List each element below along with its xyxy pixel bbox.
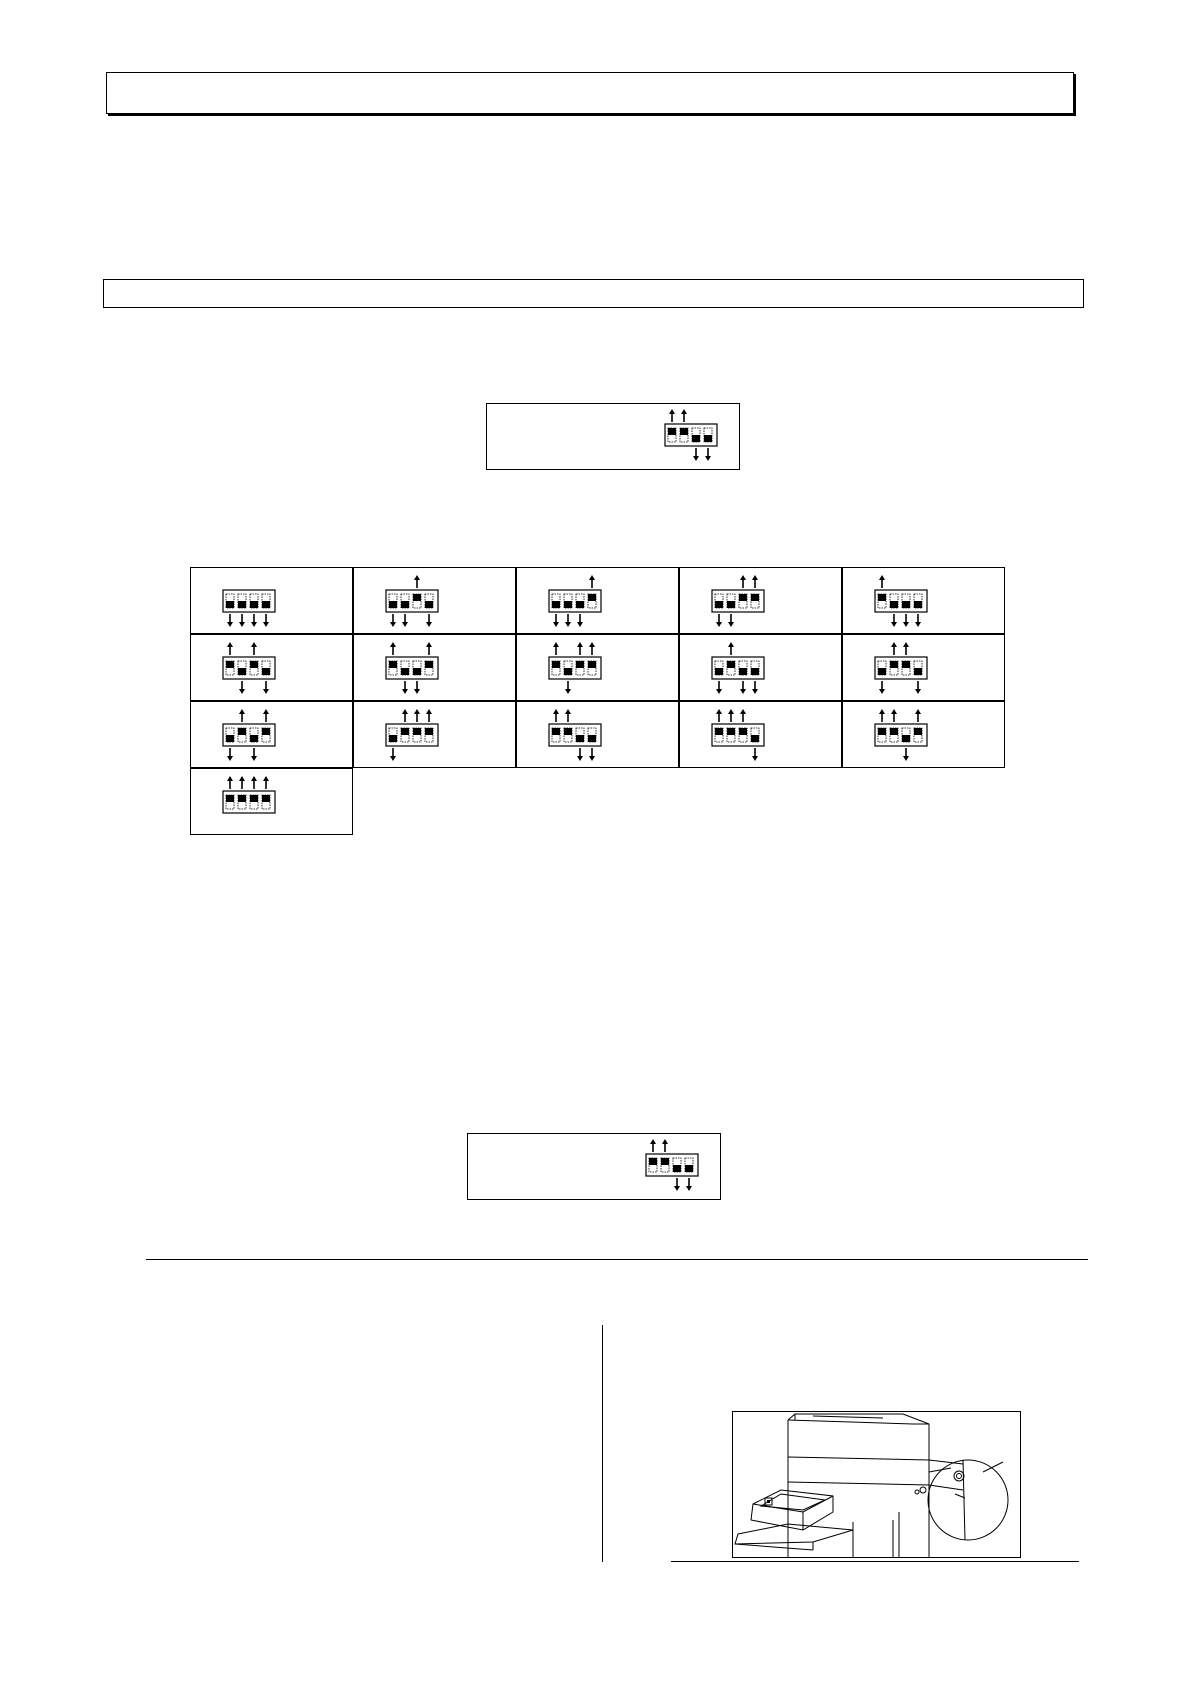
arrow-up-icon bbox=[414, 709, 420, 722]
switch-knob-up bbox=[914, 728, 922, 735]
dip-switch-table-cell bbox=[516, 701, 679, 768]
arrow-down-icon bbox=[402, 681, 408, 694]
switch-knob-down bbox=[902, 601, 910, 608]
switch-knob-down bbox=[715, 601, 723, 608]
switch-knob-down bbox=[238, 601, 246, 608]
switch-knob-up bbox=[715, 728, 723, 735]
switch-knob-up bbox=[413, 728, 421, 735]
arrow-up-icon bbox=[263, 709, 269, 722]
arrow-up-icon bbox=[227, 776, 233, 789]
dip-switch bbox=[223, 776, 275, 813]
arrow-down-icon bbox=[716, 614, 722, 627]
arrow-up-icon bbox=[227, 642, 233, 655]
switch-knob-up bbox=[250, 795, 258, 802]
arrow-down-icon bbox=[686, 1178, 692, 1191]
switch-knob-up bbox=[262, 728, 270, 735]
arrow-down-icon bbox=[879, 681, 885, 694]
arrow-down-icon bbox=[903, 748, 909, 761]
dip-switch-icon bbox=[517, 702, 680, 769]
dip-switch bbox=[875, 709, 927, 761]
switch-knob-up bbox=[588, 661, 596, 668]
arrow-down-icon bbox=[674, 1178, 680, 1191]
switch-knob-up bbox=[564, 728, 572, 735]
arrow-down-icon bbox=[239, 614, 245, 627]
dip-switch-table-cell bbox=[842, 701, 1005, 768]
arrow-down-icon bbox=[390, 748, 396, 761]
arrow-up-icon bbox=[728, 709, 734, 722]
dip-switch-table-cell bbox=[190, 567, 353, 634]
arrow-up-icon bbox=[589, 642, 595, 655]
switch-knob-up bbox=[262, 795, 270, 802]
arrow-up-icon bbox=[577, 642, 583, 655]
dip-switch bbox=[386, 709, 438, 761]
arrow-up-icon bbox=[650, 1139, 656, 1152]
switch-knob-up bbox=[588, 594, 596, 601]
switch-knob-down bbox=[564, 601, 572, 608]
arrow-up-icon bbox=[662, 1139, 668, 1152]
switch-knob-down bbox=[250, 601, 258, 608]
title-box bbox=[106, 72, 1074, 114]
arrow-down-icon bbox=[251, 748, 257, 761]
switch-knob-down bbox=[588, 735, 596, 742]
dip-switch bbox=[223, 709, 275, 761]
dip-switch-icon bbox=[354, 568, 517, 635]
arrow-down-icon bbox=[402, 614, 408, 627]
switch-knob-up bbox=[668, 428, 676, 435]
dip-switch-sample-top bbox=[486, 403, 740, 470]
dip-switch-table-cell bbox=[842, 634, 1005, 701]
switch-knob-up bbox=[902, 661, 910, 668]
switch-knob-down bbox=[878, 668, 886, 675]
dip-switch-icon bbox=[680, 702, 843, 769]
dip-switch-icon bbox=[354, 635, 517, 702]
arrow-up-icon bbox=[891, 709, 897, 722]
switch-knob-down bbox=[751, 735, 759, 742]
switch-knob-down bbox=[226, 735, 234, 742]
arrow-down-icon bbox=[915, 681, 921, 694]
switch-knob-down bbox=[914, 668, 922, 675]
dip-switch-table-cell bbox=[516, 567, 679, 634]
arrow-down-icon bbox=[589, 748, 595, 761]
dip-switch bbox=[875, 642, 927, 694]
switch-knob-up bbox=[425, 728, 433, 735]
arrow-down-icon bbox=[263, 614, 269, 627]
switch-knob-up bbox=[739, 728, 747, 735]
arrow-down-icon bbox=[390, 614, 396, 627]
switch-knob-up bbox=[661, 1158, 669, 1165]
dip-switch-icon bbox=[843, 635, 1006, 702]
switch-knob-up bbox=[680, 428, 688, 435]
arrow-up-icon bbox=[263, 776, 269, 789]
switch-knob-up bbox=[401, 728, 409, 735]
dip-switch bbox=[712, 575, 764, 627]
switch-knob-down bbox=[250, 735, 258, 742]
arrow-down-icon bbox=[915, 614, 921, 627]
dip-switch-icon bbox=[191, 635, 354, 702]
arrow-down-icon bbox=[705, 448, 711, 461]
arrow-up-icon bbox=[879, 709, 885, 722]
arrow-down-icon bbox=[553, 614, 559, 627]
switch-knob-up bbox=[238, 795, 246, 802]
arrow-down-icon bbox=[227, 748, 233, 761]
arrow-down-icon bbox=[716, 681, 722, 694]
arrow-down-icon bbox=[740, 681, 746, 694]
dip-switch-table-cell bbox=[190, 768, 353, 835]
arrow-up-icon bbox=[565, 709, 571, 722]
dip-switch-icon bbox=[517, 635, 680, 702]
switch-knob-down bbox=[914, 601, 922, 608]
dip-switch-icon bbox=[468, 1134, 720, 1199]
arrow-up-icon bbox=[681, 409, 687, 422]
dip-switch bbox=[665, 409, 717, 461]
arrow-up-icon bbox=[426, 642, 432, 655]
switch-knob-up bbox=[413, 594, 421, 601]
dip-switch bbox=[712, 642, 764, 694]
arrow-down-icon bbox=[239, 681, 245, 694]
switch-knob-down bbox=[401, 601, 409, 608]
column-divider bbox=[602, 1325, 603, 1562]
switch-knob-down bbox=[751, 668, 759, 675]
dip-switch-sample-bottom bbox=[467, 1133, 721, 1200]
dip-switch-table-cell bbox=[679, 701, 842, 768]
arrow-up-icon bbox=[239, 776, 245, 789]
dip-switch-table-cell bbox=[679, 567, 842, 634]
dip-switch-table-cell bbox=[353, 634, 516, 701]
switch-knob-down bbox=[564, 668, 572, 675]
switch-knob-up bbox=[649, 1158, 657, 1165]
arrow-up-icon bbox=[414, 575, 420, 588]
switch-knob-up bbox=[890, 728, 898, 735]
arrow-up-icon bbox=[891, 642, 897, 655]
dip-switch-icon bbox=[191, 568, 354, 635]
arrow-down-icon bbox=[251, 614, 257, 627]
switch-knob-down bbox=[262, 601, 270, 608]
switch-knob-up bbox=[890, 661, 898, 668]
dip-switch-icon bbox=[843, 702, 1006, 769]
dip-switch-icon bbox=[487, 404, 739, 469]
arrow-up-icon bbox=[251, 776, 257, 789]
figure-baseline bbox=[671, 1561, 1079, 1562]
switch-knob-down bbox=[552, 601, 560, 608]
switch-knob-down bbox=[673, 1165, 681, 1172]
dip-switch bbox=[646, 1139, 698, 1191]
arrow-up-icon bbox=[740, 575, 746, 588]
arrow-up-icon bbox=[915, 709, 921, 722]
switch-knob-up bbox=[238, 728, 246, 735]
dip-switch bbox=[712, 709, 764, 761]
arrow-up-icon bbox=[669, 409, 675, 422]
arrow-down-icon bbox=[728, 614, 734, 627]
switch-knob-up bbox=[727, 728, 735, 735]
arrow-up-icon bbox=[879, 575, 885, 588]
arrow-up-icon bbox=[553, 709, 559, 722]
dip-switch bbox=[386, 575, 438, 627]
arrow-up-icon bbox=[589, 575, 595, 588]
switch-knob-down bbox=[739, 668, 747, 675]
arrow-up-icon bbox=[426, 709, 432, 722]
switch-knob-down bbox=[226, 601, 234, 608]
arrow-down-icon bbox=[752, 748, 758, 761]
switch-knob-down bbox=[890, 601, 898, 608]
dip-switch-table-cell bbox=[190, 701, 353, 768]
section-heading-box bbox=[103, 279, 1084, 308]
switch-knob-down bbox=[238, 668, 246, 675]
arrow-down-icon bbox=[891, 614, 897, 627]
switch-knob-down bbox=[692, 435, 700, 442]
switch-knob-up bbox=[751, 594, 759, 601]
section-divider bbox=[146, 1259, 1088, 1260]
switch-knob-up bbox=[389, 661, 397, 668]
dip-switch-icon bbox=[191, 702, 354, 769]
dip-switch bbox=[549, 575, 601, 627]
switch-knob-down bbox=[576, 601, 584, 608]
dip-switch-table-cell bbox=[190, 634, 353, 701]
switch-knob-down bbox=[576, 735, 584, 742]
switch-knob-up bbox=[878, 728, 886, 735]
dip-switch-table-cell bbox=[353, 701, 516, 768]
arrow-up-icon bbox=[553, 642, 559, 655]
arrow-down-icon bbox=[414, 681, 420, 694]
arrow-down-icon bbox=[903, 614, 909, 627]
arrow-down-icon bbox=[577, 614, 583, 627]
switch-knob-up bbox=[226, 795, 234, 802]
arrow-down-icon bbox=[426, 614, 432, 627]
dip-switch-icon bbox=[680, 635, 843, 702]
dip-switch-table-cell bbox=[353, 567, 516, 634]
printer-figure bbox=[732, 1411, 1021, 1558]
dip-switch bbox=[223, 590, 275, 627]
dip-switch bbox=[223, 642, 275, 694]
switch-knob-down bbox=[389, 601, 397, 608]
arrow-up-icon bbox=[728, 642, 734, 655]
arrow-up-icon bbox=[402, 709, 408, 722]
switch-knob-up bbox=[425, 661, 433, 668]
dip-switch-icon bbox=[191, 769, 354, 836]
dip-switch-icon bbox=[680, 568, 843, 635]
dip-switch bbox=[386, 642, 438, 694]
dip-switch-table-cell bbox=[842, 567, 1005, 634]
arrow-down-icon bbox=[577, 748, 583, 761]
switch-knob-down bbox=[389, 735, 397, 742]
switch-knob-down bbox=[413, 668, 421, 675]
switch-knob-down bbox=[715, 668, 723, 675]
arrow-down-icon bbox=[693, 448, 699, 461]
dip-switch bbox=[875, 575, 927, 627]
switch-knob-down bbox=[727, 601, 735, 608]
switch-knob-up bbox=[739, 594, 747, 601]
arrow-up-icon bbox=[251, 642, 257, 655]
arrow-down-icon bbox=[227, 614, 233, 627]
arrow-up-icon bbox=[390, 642, 396, 655]
arrow-up-icon bbox=[903, 642, 909, 655]
switch-knob-up bbox=[552, 661, 560, 668]
arrow-down-icon bbox=[565, 681, 571, 694]
dip-switch-table-cell bbox=[516, 634, 679, 701]
arrow-down-icon bbox=[263, 681, 269, 694]
arrow-up-icon bbox=[239, 709, 245, 722]
arrow-down-icon bbox=[752, 681, 758, 694]
switch-knob-up bbox=[250, 661, 258, 668]
dip-switch-icon bbox=[843, 568, 1006, 635]
arrow-up-icon bbox=[752, 575, 758, 588]
arrow-down-icon bbox=[565, 614, 571, 627]
switch-knob-down bbox=[685, 1165, 693, 1172]
switch-knob-down bbox=[401, 668, 409, 675]
switch-knob-up bbox=[878, 594, 886, 601]
arrow-up-icon bbox=[716, 709, 722, 722]
dip-switch-icon bbox=[354, 702, 517, 769]
printer-paper-tray-icon bbox=[733, 1412, 1020, 1557]
switch-knob-down bbox=[262, 668, 270, 675]
dip-switch bbox=[549, 642, 601, 694]
switch-knob-up bbox=[727, 661, 735, 668]
switch-knob-down bbox=[902, 735, 910, 742]
switch-knob-up bbox=[552, 728, 560, 735]
switch-knob-up bbox=[226, 661, 234, 668]
dip-switch bbox=[549, 709, 601, 761]
arrow-up-icon bbox=[740, 709, 746, 722]
switch-knob-down bbox=[425, 601, 433, 608]
dip-switch-table-cell bbox=[679, 634, 842, 701]
switch-knob-up bbox=[576, 661, 584, 668]
dip-switch-icon bbox=[517, 568, 680, 635]
switch-knob-down bbox=[704, 435, 712, 442]
